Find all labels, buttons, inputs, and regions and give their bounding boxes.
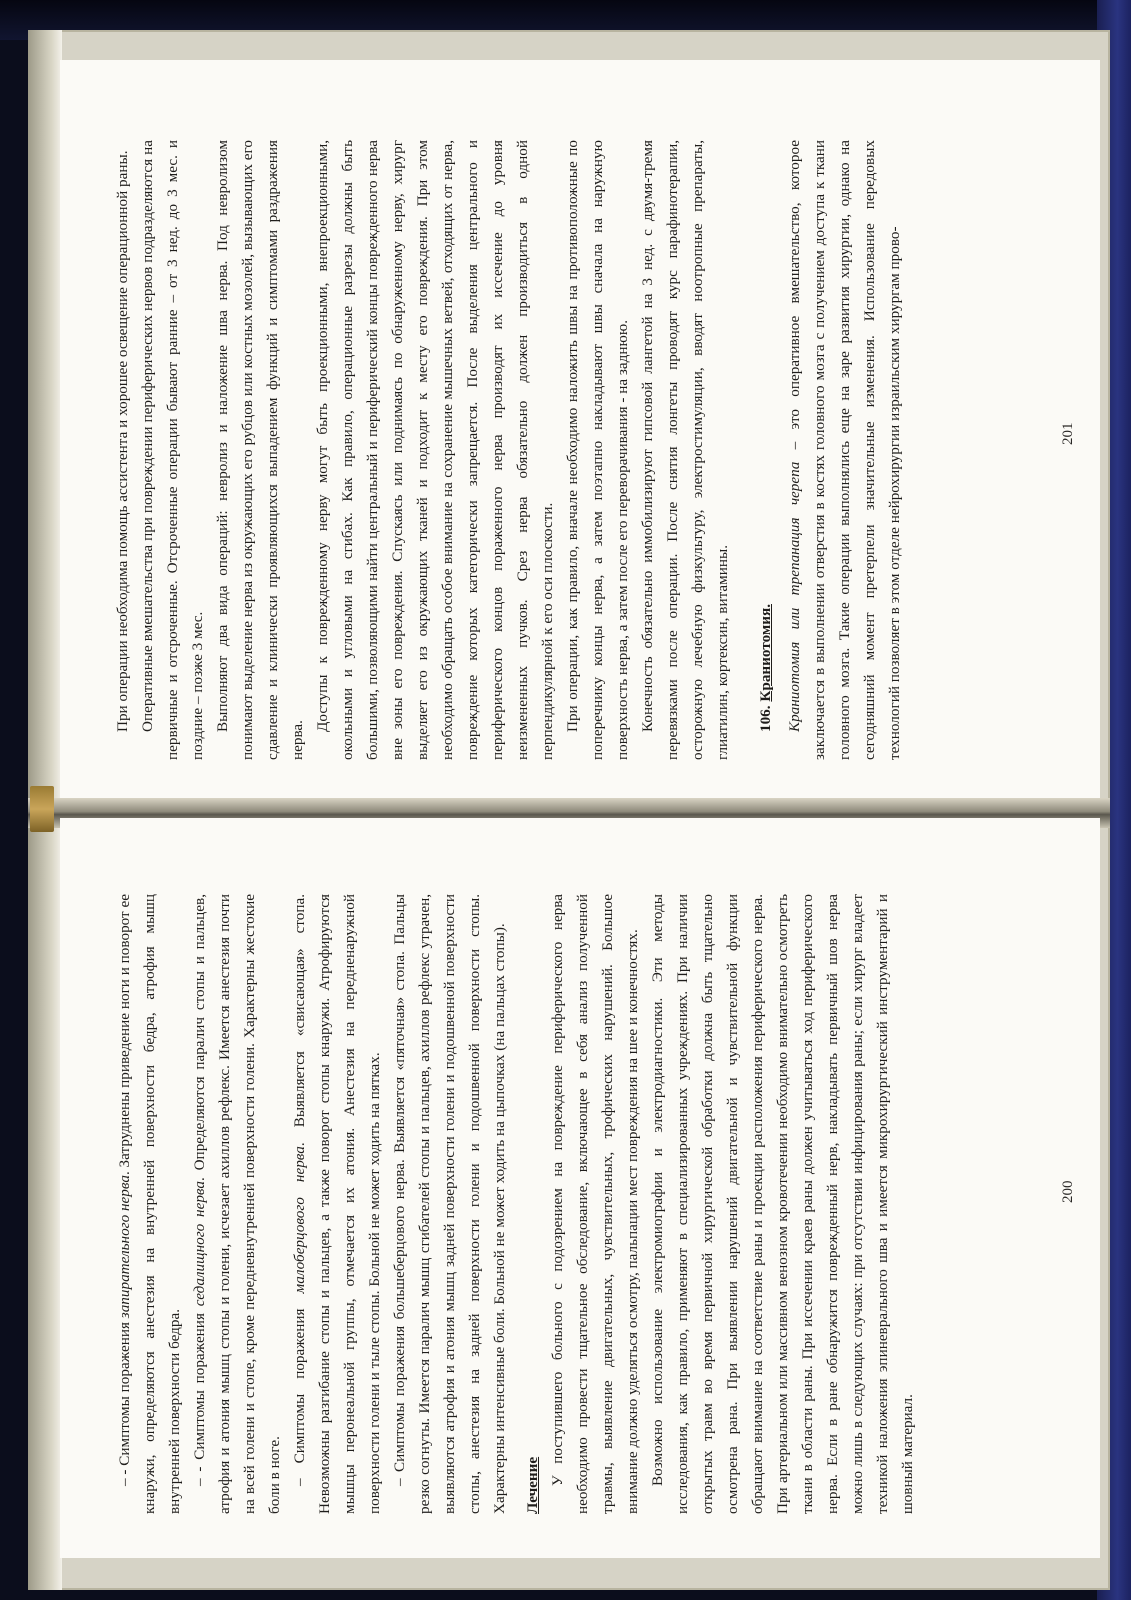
list-item: – - Симптомы поражения запирательного нерва. Затруднены приведение ноги и поворот ее кнаружи, определяются анестезия на внутренней поверхности бедра, атрофия мышц внутренней поверхности бедра. — [116, 894, 183, 1514]
section-text: – это оперативное вмешательство, которое заключается в выполнении отверстия в костях головного мозга с получением доступа к ткани головного мозга. Такие операции выполнялись еще на заре развития хирургии, однако на сегодняшний момент претерпели значительные изменения. Использование передовых технологий позволяет в этом отделе нейрохирургии израильским хирургам прово- — [786, 140, 903, 760]
nerve-term: запирательного нерва — [116, 1175, 133, 1319]
page-200 — [60, 818, 1100, 1558]
bookmark-ribbon — [30, 786, 54, 832]
section-heading — [753, 140, 778, 760]
page-number: 200 — [1060, 1180, 1076, 1203]
section-term: Краниотомия или трепанация черепа — [786, 461, 803, 732]
page-number: 201 — [1060, 422, 1076, 445]
nerve-term: седалищного нерва — [191, 1181, 208, 1307]
page-200-text — [112, 894, 920, 1514]
page-201 — [60, 60, 1100, 800]
list-item: – Симптомы поражения малоберцового нерва. Выявляется «свисающая» стопа. Невозможны разгибание стопы и пальцев, а также поворот стопы кнаружи. Атрофируются мышцы перонеальной группы, отмечается их атония. Анестезия на передненаружной поверхности голени и тыле стопы. Больной не может ходить на пятках. — [291, 893, 383, 1514]
paragraph: При операции необходима помощь ассистента и хорошее освещение операционной раны. — [114, 150, 131, 732]
section-paragraph — [782, 140, 907, 760]
page-201-text — [110, 140, 907, 760]
paragraph: Возможно использование электромиографии и электродиагностики. Эти методы исследования, как правило, применяют в специализированных учреждениях. При наличии открытых травм во время первичной хирургической обработки должна быть тщательно осмотрена рана. При выявлении нарушений двигательной и чувствительной функции обращают внимание на соответствие раны и проекции расположения периферического нерва. При артериальном или массивном венозном кровотечении необходимо внимательно осмотреть ткани в области раны. При иссечении краев раны должен учитываться ход периферического нерва. Если в ране обнаружится поврежденный нерв, накладывать первичный шов нерва можно лишь в следующих случаях: при отсутствии инфицирования раны; если хирург владеет техникой наложения эпиневрального шва и имеется микрохирургический инструментарий и шовный материал. — [649, 894, 916, 1514]
subheading-treatment: Лечение — [524, 1456, 541, 1514]
paragraph: При операции, как правило, вначале необходимо наложить швы на противоположные по поперечнику концы нерва, а затем поэтапно накладывают швы сначала на наружную поверхность нерва, а затем после его переворачивания - на заднюю. — [564, 140, 631, 760]
paragraph: Выполняют два вида операций: невролиз и наложение шва нерва. Под невролизом понимают выделение нерва из окружающих его рубцов или костных мозолей, вызывающих его сдавление и клинически проявляющихся выпадением функций и симптомами раздражения нерва. — [214, 140, 306, 760]
section-number: 106. — [757, 705, 774, 732]
paragraph: Доступы к поврежденному нерву могут быть проекционными, внепроекционными, окольными и угловыми на сгибах. Как правило, операционные разрезы должны быть большими, позволяющими найти центральный и периферический концы поврежденного нерва вне зоны его повреждения. Спускаясь или поднимаясь по обнаруженному нерву, хирург выделяет его из окружающих тканей и подходит к месту его повреждения. При этом необходимо обращать особое внимание на сохранение мышечных ветвей, отходящих от нерва, повреждение которых категорически запрещается. После выделения центрального и периферического концов пораженного нерва производят их иссечение до уровня неизмененных пучков. Срез нерва обязательно должен производиться в одной перпендикулярной к его оси плоскости. — [314, 140, 556, 760]
paragraph: У поступившего больного с подозрением на повреждение периферического нерва необходимо провести тщательное обследование, включающее в себя анализ полученной травмы, выявление двигательных, чувствительных, трофических нарушений. Большое внимание должно уделяться осмотру, пальпации мест повреждения на шее и конечностях. — [549, 894, 641, 1514]
list-item: – - Симптомы поражения седалищного нерва. Определяются паралич стопы и пальцев, атрофия и атония мышц стопы и голени, исчезает ахиллов рефлекс. Имеется анестезия почти на всей голени и стопе, кроме передневнутренней поверхности голени. Характерны жестокие боли в ноге. — [191, 894, 283, 1514]
section-title: Краниотомия. — [757, 604, 774, 702]
paragraph: Оперативные вмешательства при повреждении периферических нервов подразделяются на первичные и отсроченные. Отсроченные операции бывают ранние – от 3 нед. до 3 мес. и поздние – позже 3 мес. — [139, 140, 206, 760]
list-item: – Симптомы поражения большеберцового нерва. Выявляется «пяточная» стопа. Пальцы резко согнуты. Имеется паралич мышц сгибателей стопы и пальцев, ахиллов рефлекс утрачен, выявляются атрофия и атония мышц задней поверхности голени и подошвенной поверхности стопы, анестезия на задней поверхности голени и подошвенной поверхности стопы. Характерны интенсивные боли. Больной не может ходить на цыпочках (на пальцах стопы). — [391, 894, 508, 1514]
nerve-term: малоберцового нерва — [291, 1146, 308, 1294]
paragraph: Конечность обязательно иммобилизируют гипсовой лангетой на 3 нед. с двумя-тремя перевязками после операции. После снятия лонгеты проводят курс парафинотерапии, осторожную лечебную физкультуру, электростимуляции, вводят ноотропные препараты, глиатилин, кортексин, витамины. — [639, 140, 731, 760]
